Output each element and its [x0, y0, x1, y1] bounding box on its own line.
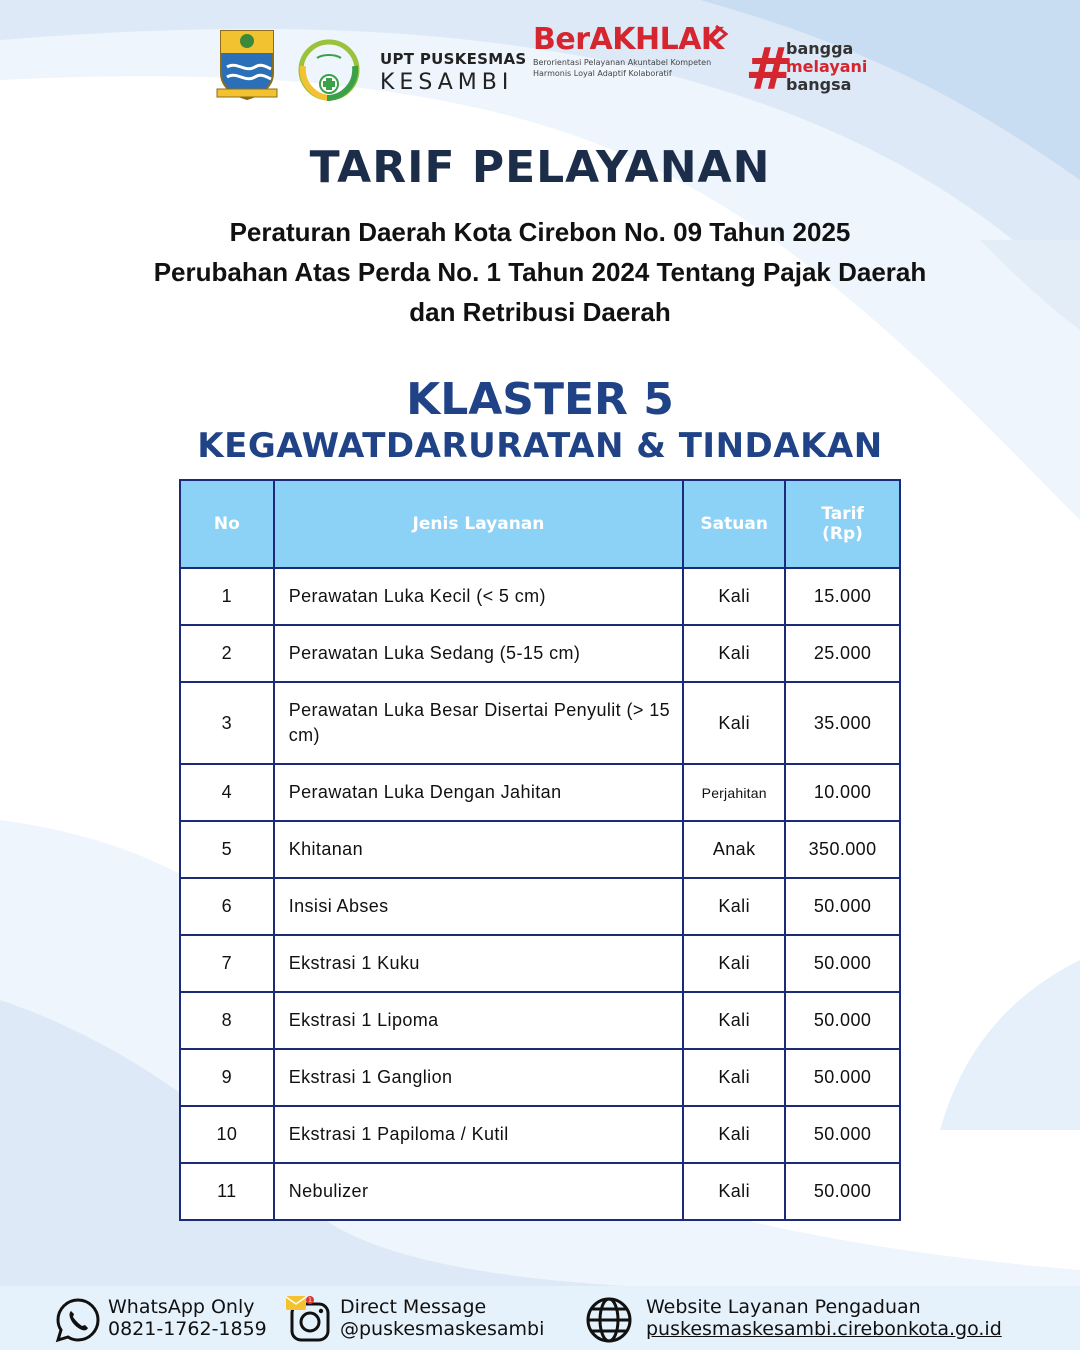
cell-tarif: 50.000: [785, 878, 900, 935]
upt-line1: UPT PUSKESMAS: [380, 50, 527, 68]
header-tarif-line1: Tarif: [821, 504, 864, 524]
cell-jenis: Khitanan: [274, 821, 684, 878]
cell-no: 7: [180, 935, 274, 992]
cell-satuan: Kali: [683, 1106, 785, 1163]
cell-satuan: Anak: [683, 821, 785, 878]
dm-text: [340, 1296, 544, 1340]
cell-jenis: Perawatan Luka Besar Disertai Penyulit (> 15 cm): [274, 682, 684, 764]
cell-tarif: 50.000: [785, 935, 900, 992]
table-row: [180, 1049, 900, 1106]
cell-no: 4: [180, 764, 274, 821]
cell-no: 11: [180, 1163, 274, 1220]
cell-tarif: 15.000: [785, 568, 900, 625]
cell-satuan: Kali: [683, 1163, 785, 1220]
cell-satuan: Perjahitan: [683, 764, 785, 821]
globe-icon: [585, 1296, 633, 1344]
bangga-line3: bangsa: [786, 75, 852, 94]
contact-footer: [0, 1286, 1080, 1350]
cell-satuan: Kali: [683, 992, 785, 1049]
cell-tarif: 350.000: [785, 821, 900, 878]
table-row: [180, 1106, 900, 1163]
cell-jenis: Perawatan Luka Kecil (< 5 cm): [274, 568, 684, 625]
cell-no: 3: [180, 682, 274, 764]
cell-satuan: Kali: [683, 682, 785, 764]
whatsapp-icon: [54, 1296, 102, 1344]
subtitle-line2: Perubahan Atas Perda No. 1 Tahun 2024 Tentang Pajak Daerah: [153, 257, 927, 287]
table-header-row: [180, 480, 900, 568]
page-title: TARIF PELAYANAN: [309, 142, 771, 193]
subtitle-line3: dan Retribusi Daerah: [409, 297, 671, 327]
bangga-line2: melayani: [786, 57, 868, 76]
cell-no: 8: [180, 992, 274, 1049]
cell-tarif: 10.000: [785, 764, 900, 821]
cell-satuan: Kali: [683, 568, 785, 625]
whatsapp-label: WhatsApp Only: [108, 1296, 255, 1318]
cell-satuan: Kali: [683, 1049, 785, 1106]
bangga-line1: bangga: [786, 39, 854, 58]
cell-tarif: 35.000: [785, 682, 900, 764]
header-tarif: [785, 480, 900, 568]
dm-handle: @puskesmaskesambi: [340, 1318, 545, 1340]
cell-satuan: Kali: [683, 625, 785, 682]
klaster-title: KLASTER 5: [406, 374, 674, 425]
cell-tarif: 25.000: [785, 625, 900, 682]
website-text: [646, 1296, 1002, 1340]
cell-satuan: Kali: [683, 878, 785, 935]
table-row: [180, 764, 900, 821]
website-link[interactable]: puskesmaskesambi.cirebonkota.go.id: [646, 1318, 1002, 1340]
bangga-melayani-logo: [745, 35, 885, 103]
cell-no: 1: [180, 568, 274, 625]
table-row: [180, 992, 900, 1049]
cell-jenis: Perawatan Luka Sedang (5-15 cm): [274, 625, 684, 682]
upt-puskesmas-label: [380, 50, 527, 95]
cell-no: 2: [180, 625, 274, 682]
berakhlak-title: BerAKHLAK: [533, 22, 724, 57]
arrow-icon: [713, 24, 731, 44]
whatsapp-contact[interactable]: [54, 1296, 274, 1342]
direct-message-contact[interactable]: [286, 1296, 576, 1342]
dm-label: Direct Message: [340, 1296, 487, 1318]
table-row: [180, 625, 900, 682]
hashtag-icon: #: [745, 35, 794, 103]
klaster-subtitle: KEGAWATDARURATAN & TINDAKAN: [197, 426, 883, 466]
bangga-text: [786, 40, 867, 94]
cell-jenis: Perawatan Luka Dengan Jahitan: [274, 764, 684, 821]
header-logos: [205, 22, 885, 108]
cell-tarif: 50.000: [785, 1049, 900, 1106]
upt-line2: KESAMBI: [380, 70, 514, 95]
cell-jenis: Ekstrasi 1 Ganglion: [274, 1049, 684, 1106]
cell-no: 5: [180, 821, 274, 878]
cell-jenis: Ekstrasi 1 Kuku: [274, 935, 684, 992]
city-emblem-logo: [215, 27, 279, 101]
table-row: [180, 878, 900, 935]
table-row: [180, 935, 900, 992]
berakhlak-sub1: Berorientasi Pelayanan Akuntabel Kompeten: [533, 58, 712, 67]
whatsapp-text: [108, 1296, 267, 1340]
cell-tarif: 50.000: [785, 1163, 900, 1220]
cell-tarif: 50.000: [785, 1106, 900, 1163]
cell-jenis: Insisi Abses: [274, 878, 684, 935]
cell-no: 10: [180, 1106, 274, 1163]
website-contact[interactable]: [585, 1296, 1025, 1342]
table-row: [180, 821, 900, 878]
cell-satuan: Kali: [683, 935, 785, 992]
whatsapp-number: 0821-1762-1859: [108, 1318, 267, 1340]
table-row: [180, 682, 900, 764]
cell-no: 6: [180, 878, 274, 935]
subtitle-line1: Peraturan Daerah Kota Cirebon No. 09 Tahun 2025: [229, 217, 851, 247]
cell-tarif: 50.000: [785, 992, 900, 1049]
header-tarif-line2: (Rp): [822, 524, 863, 544]
dm-badge-count: 1: [308, 1297, 312, 1304]
table-row: [180, 568, 900, 625]
regulation-subtitle: [60, 212, 1020, 332]
cell-jenis: Nebulizer: [274, 1163, 684, 1220]
cell-no: 9: [180, 1049, 274, 1106]
puskesmas-logo: [291, 36, 367, 102]
website-label: Website Layanan Pengaduan: [646, 1296, 921, 1318]
cell-jenis: Ekstrasi 1 Papiloma / Kutil: [274, 1106, 684, 1163]
table-row: [180, 1163, 900, 1220]
tariff-table: [179, 479, 901, 1221]
instagram-icon: [286, 1296, 334, 1344]
cell-jenis: Ekstrasi 1 Lipoma: [274, 992, 684, 1049]
berakhlak-sub2: Harmonis Loyal Adaptif Kolaboratif: [533, 69, 672, 78]
header-jenis-layanan: Jenis Layanan: [274, 480, 684, 568]
header-no: No: [180, 480, 274, 568]
berakhlak-logo: [533, 22, 724, 79]
header-satuan: Satuan: [683, 480, 785, 568]
